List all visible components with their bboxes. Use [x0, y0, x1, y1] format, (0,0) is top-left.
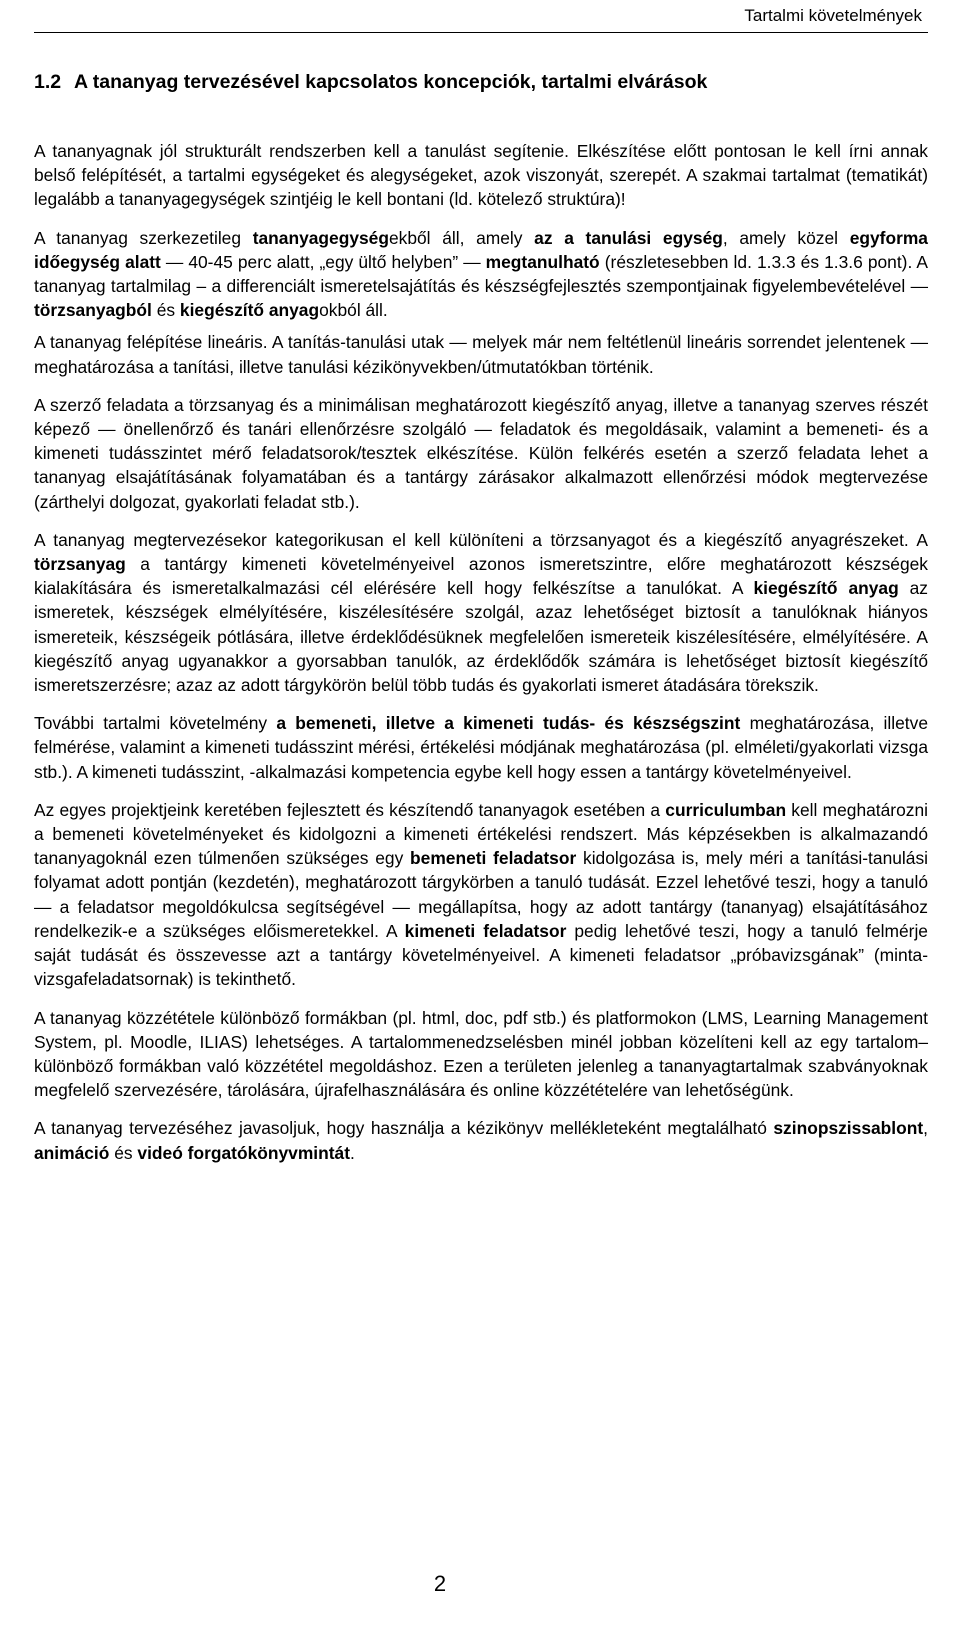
- text-run: okból áll.: [319, 300, 388, 321]
- bold-term: bemeneti feladatsor: [410, 848, 577, 869]
- text-run: A tananyag közzététele különböző formákban (pl. html, doc, pdf stb.) és platformokon (LMS, Learning Management System, pl. Moodle, ILIAS) lehetséges. A tartalommenedzselésben minél jobban közelíteni kell az egy tartalom–különböző formákban való közzététel megoldáshoz. Ezen a területen jelenleg a tananyagtartalmak szabványoknak megfelelő szervezésére, tárolására, újrafelhasználására és online közzétételére van lehetőségünk.: [34, 1007, 928, 1101]
- text-run: kidolgozása is, mely méri a tanítási-tanulási folyamat adott pontján (kezdetén), meghatározott tárgykörben a tanuló tudását. Ezzel lehetővé teszi, hogy a tanuló — a feladatsor megoldókulcsa segítségével — megállapítsa, hogy az adott tantárgy (tananyag) elsajátításához rendelkezik-e a szükséges előismeretekkel. A: [34, 848, 929, 941]
- text-run: A tananyagnak jól strukturált rendszerben kell a tanulást segítenie. Elkészítése előtt pontosan le kell írni annak belső felépítését, a tartalmi egységeket és alegységeket, azok viszonyát, szerepét. A szakmai tartalmat (tematikát) legalább a tananyagegységek szintjéig le kell bontani (ld. kötelező struktúra)!: [34, 141, 928, 210]
- bold-term: kiegészítő anyag: [753, 578, 899, 599]
- body-text: [34, 139, 928, 1173]
- section-title: [34, 70, 928, 94]
- bold-term: megtanulható: [485, 251, 600, 272]
- bold-term: animáció: [34, 1142, 110, 1163]
- text-run: A tananyag szerkezetileg: [34, 227, 253, 248]
- bold-term: tananyagegység: [252, 227, 389, 248]
- paragraph: [34, 798, 928, 992]
- paragraph: [34, 330, 928, 378]
- text-run: és: [151, 300, 180, 321]
- text-run: az ismeretek, készségek elmélyítésére, kiszélesítésére szolgál, azaz lehetőséget biztosít a tanulóknak hiányos ismereteik, készségeik pótlására, illetve érdeklődésüknek megfelelően ismereteik kiszélesítésére, elmélyítésére. A kiegészítő anyag ugyanakkor a gyorsabban tanulók, az érdeklődők számára is lehetőséget biztosít kiegészítő ismeretszerzésre; azaz az adott tárgykörön belül több tudás és gyakorlati ismeret átadására törekszik.: [34, 578, 928, 696]
- bold-term: törzsanyagból: [34, 300, 152, 321]
- text-run: További tartalmi követelmény: [34, 713, 277, 734]
- text-run: kell meghatározni a bemeneti követelményeket és kidolgozni a kimeneti értékelési rendszert. Más képzésekben is alkalmazandó tananyagoknál ezen túlmenően szükséges egy: [34, 799, 928, 869]
- text-run: A tananyag megtervezésekor kategorikusan el kell különíteni a törzsanyagot és a kiegészítő anyagrészeket. A: [34, 529, 928, 550]
- bold-term: curriculumban: [665, 799, 787, 820]
- text-run: , amely közel: [722, 227, 850, 248]
- bold-term: videó forgatókönyvmintát: [137, 1142, 350, 1163]
- page-number: 2: [433, 1571, 447, 1596]
- bold-term: a bemeneti, illetve a kimeneti tudás- és készségszint: [276, 713, 741, 734]
- text-run: .: [350, 1142, 355, 1163]
- running-header: Tartalmi követelmények: [744, 6, 922, 25]
- text-run: pedig lehetővé teszi, hogy a tanuló felmérje saját tudását és összevesse azt a tantárgy követelményeivel. A kimeneti feladatsor „próbavizsgának” (minta-vizsgafeladatsornak) is tekinthető.: [34, 920, 928, 990]
- text-run: ekből áll, amely: [388, 227, 535, 248]
- bold-term: szinopszissablont: [773, 1118, 924, 1139]
- text-run: A tananyag tervezéséhez javasoljuk, hogy használja a kézikönyv mellékleteként megtalálható: [34, 1118, 774, 1139]
- section-number: 1.2: [34, 71, 62, 93]
- text-run: A tananyag felépítése lineáris. A tanítás-tanulási utak — melyek már nem feltétlenül lineáris sorrendet jelentenek — meghatározása a tanítási, illetve tanulási kézikönyvekben/útmutatókban történik.: [34, 332, 928, 377]
- text-run: — 40-45 perc alatt, „egy ültő helyben” —: [160, 251, 486, 272]
- paragraph: [34, 528, 928, 697]
- text-run: és: [109, 1142, 138, 1163]
- paragraph: [34, 1006, 928, 1103]
- header-rule: [34, 32, 928, 33]
- paragraph: [34, 226, 928, 323]
- text-run: (részletesebben ld. 1.3.3 és 1.3.6 pont). A tananyag tartalmilag – a differenciált ismeretelsajátítás és készségfejlesztés szempontjainak figyelembevételével —: [34, 251, 928, 297]
- text-run: ,: [923, 1118, 928, 1139]
- paragraph: [34, 139, 928, 212]
- text-run: Az egyes projektjeink keretében fejlesztett és készítendő tananyagok esetében a: [34, 799, 666, 820]
- text-run: A szerző feladata a törzsanyag és a minimálisan meghatározott kiegészítő anyag, illetve a tananyag szerves részét képező — önellenőrző és tanári ellenőrzésre szolgáló — feladatok és megoldásaik, valamint a bemeneti- és a kimeneti tudásszintet mérő feladatsorok/tesztek elkészítése. Külön felkérés esetén a szerző feladata lehet a tananyag elsajátításának folyamatában és a tantárgy zárásakor alkalmazott ellenőrzési módok megtervezése (zárthelyi dolgozat, gyakorlati feladat stb.).: [34, 394, 928, 512]
- paragraph: [34, 393, 928, 514]
- bold-term: egyforma időegység alatt: [34, 227, 928, 272]
- text-run: a tantárgy kimeneti követelményeivel azonos ismeretszintre, előre meghatározott készségek kialakítására és ismeretalkalmazási cél elérésére kell hogy felkészítse a tanulókat. A: [34, 554, 928, 599]
- bold-term: kimeneti feladatsor: [404, 920, 567, 941]
- bold-term: törzsanyag: [34, 554, 126, 575]
- paragraph: [34, 1116, 928, 1164]
- paragraph: [34, 711, 928, 784]
- section-title-text: A tananyag tervezésével kapcsolatos koncepciók, tartalmi elvárások: [74, 71, 708, 93]
- text-run: meghatározása, illetve felmérése, valamint a kimeneti tudásszint mérési, értékelési módjának meghatározása (pl. elméleti/gyakorlati vizsga stb.). A kimeneti tudásszint, -alkalmazási kompetencia egybe kell hogy essen a tantárgy követelményeivel.: [34, 713, 928, 782]
- bold-term: az a tanulási egység: [534, 227, 723, 248]
- bold-term: kiegészítő anyag: [179, 300, 320, 321]
